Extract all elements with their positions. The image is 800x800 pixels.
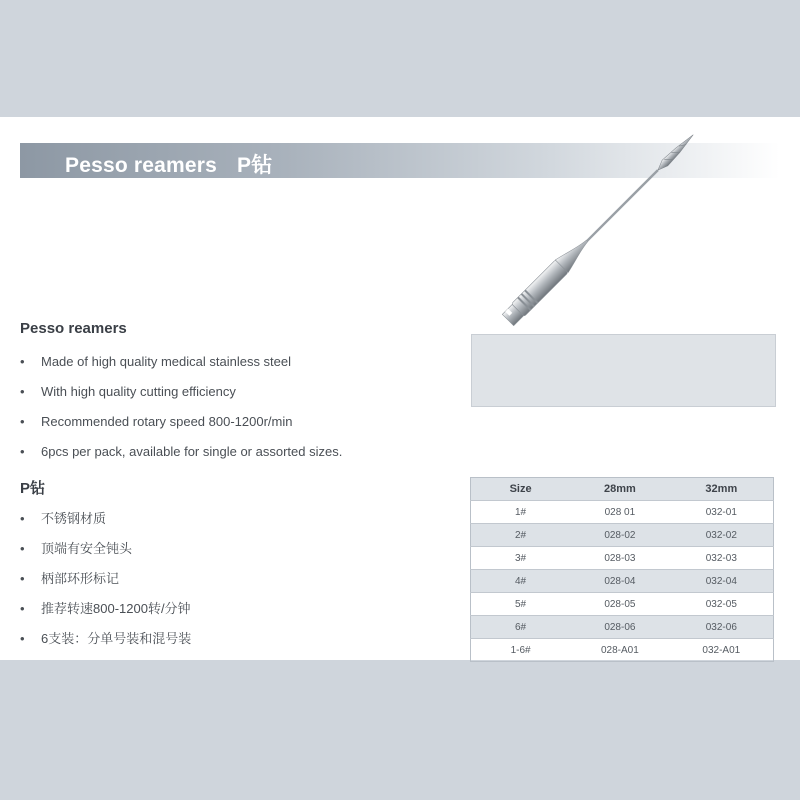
code-28-cell: 028-03 bbox=[570, 547, 670, 570]
size-cell: 5# bbox=[471, 593, 571, 616]
size-table bbox=[470, 477, 774, 662]
table-row bbox=[471, 501, 774, 524]
code-28-cell: 028-02 bbox=[570, 524, 670, 547]
table-row bbox=[471, 639, 774, 662]
header-size: Size bbox=[471, 478, 571, 501]
header-32mm: 32mm bbox=[670, 478, 774, 501]
code-32-cell: 032-03 bbox=[670, 547, 774, 570]
table-row bbox=[471, 524, 774, 547]
list-item: • 柄部环形标记 bbox=[20, 570, 191, 600]
code-32-cell: 032-A01 bbox=[670, 639, 774, 662]
list-item: • 6支装：分单号装和混号装 bbox=[20, 630, 191, 660]
title-en: Pesso reamers bbox=[65, 154, 218, 177]
table-row bbox=[471, 593, 774, 616]
list-item: • Made of high quality medical stainless steel bbox=[20, 353, 342, 383]
table-header-row bbox=[471, 478, 774, 501]
product-image-backdrop bbox=[471, 334, 776, 407]
list-item: • 6pcs per pack, available for single or assorted sizes. bbox=[20, 443, 342, 473]
bottom-band bbox=[0, 660, 800, 800]
code-28-cell: 028 01 bbox=[570, 501, 670, 524]
feature-list-cn bbox=[20, 510, 191, 660]
list-item: • Recommended rotary speed 800-1200r/min bbox=[20, 413, 342, 443]
title-cn: P钻 bbox=[237, 154, 273, 177]
code-32-cell: 032-01 bbox=[670, 501, 774, 524]
list-item: • 不锈钢材质 bbox=[20, 510, 191, 540]
page-title bbox=[65, 149, 272, 179]
size-cell: 1-6# bbox=[471, 639, 571, 662]
code-28-cell: 028-05 bbox=[570, 593, 670, 616]
header-28mm: 28mm bbox=[570, 478, 670, 501]
size-cell: 3# bbox=[471, 547, 571, 570]
section-heading-en: Pesso reamers bbox=[20, 320, 127, 337]
code-28-cell: 028-A01 bbox=[570, 639, 670, 662]
size-cell: 4# bbox=[471, 570, 571, 593]
code-32-cell: 032-05 bbox=[670, 593, 774, 616]
code-32-cell: 032-06 bbox=[670, 616, 774, 639]
feature-list-en bbox=[20, 353, 342, 473]
size-cell: 6# bbox=[471, 616, 571, 639]
pesso-reamer-icon bbox=[490, 120, 750, 340]
code-32-cell: 032-04 bbox=[670, 570, 774, 593]
table-row bbox=[471, 616, 774, 639]
list-item: • With high quality cutting efficiency bbox=[20, 383, 342, 413]
code-28-cell: 028-04 bbox=[570, 570, 670, 593]
code-28-cell: 028-06 bbox=[570, 616, 670, 639]
top-band bbox=[0, 0, 800, 117]
size-cell: 1# bbox=[471, 501, 571, 524]
code-32-cell: 032-02 bbox=[670, 524, 774, 547]
size-cell: 2# bbox=[471, 524, 571, 547]
list-item: • 顶端有安全钝头 bbox=[20, 540, 191, 570]
list-item: • 推荐转速800-1200转/分钟 bbox=[20, 600, 191, 630]
section-heading-cn: P钻 bbox=[20, 480, 46, 497]
table-row bbox=[471, 547, 774, 570]
table-row bbox=[471, 570, 774, 593]
